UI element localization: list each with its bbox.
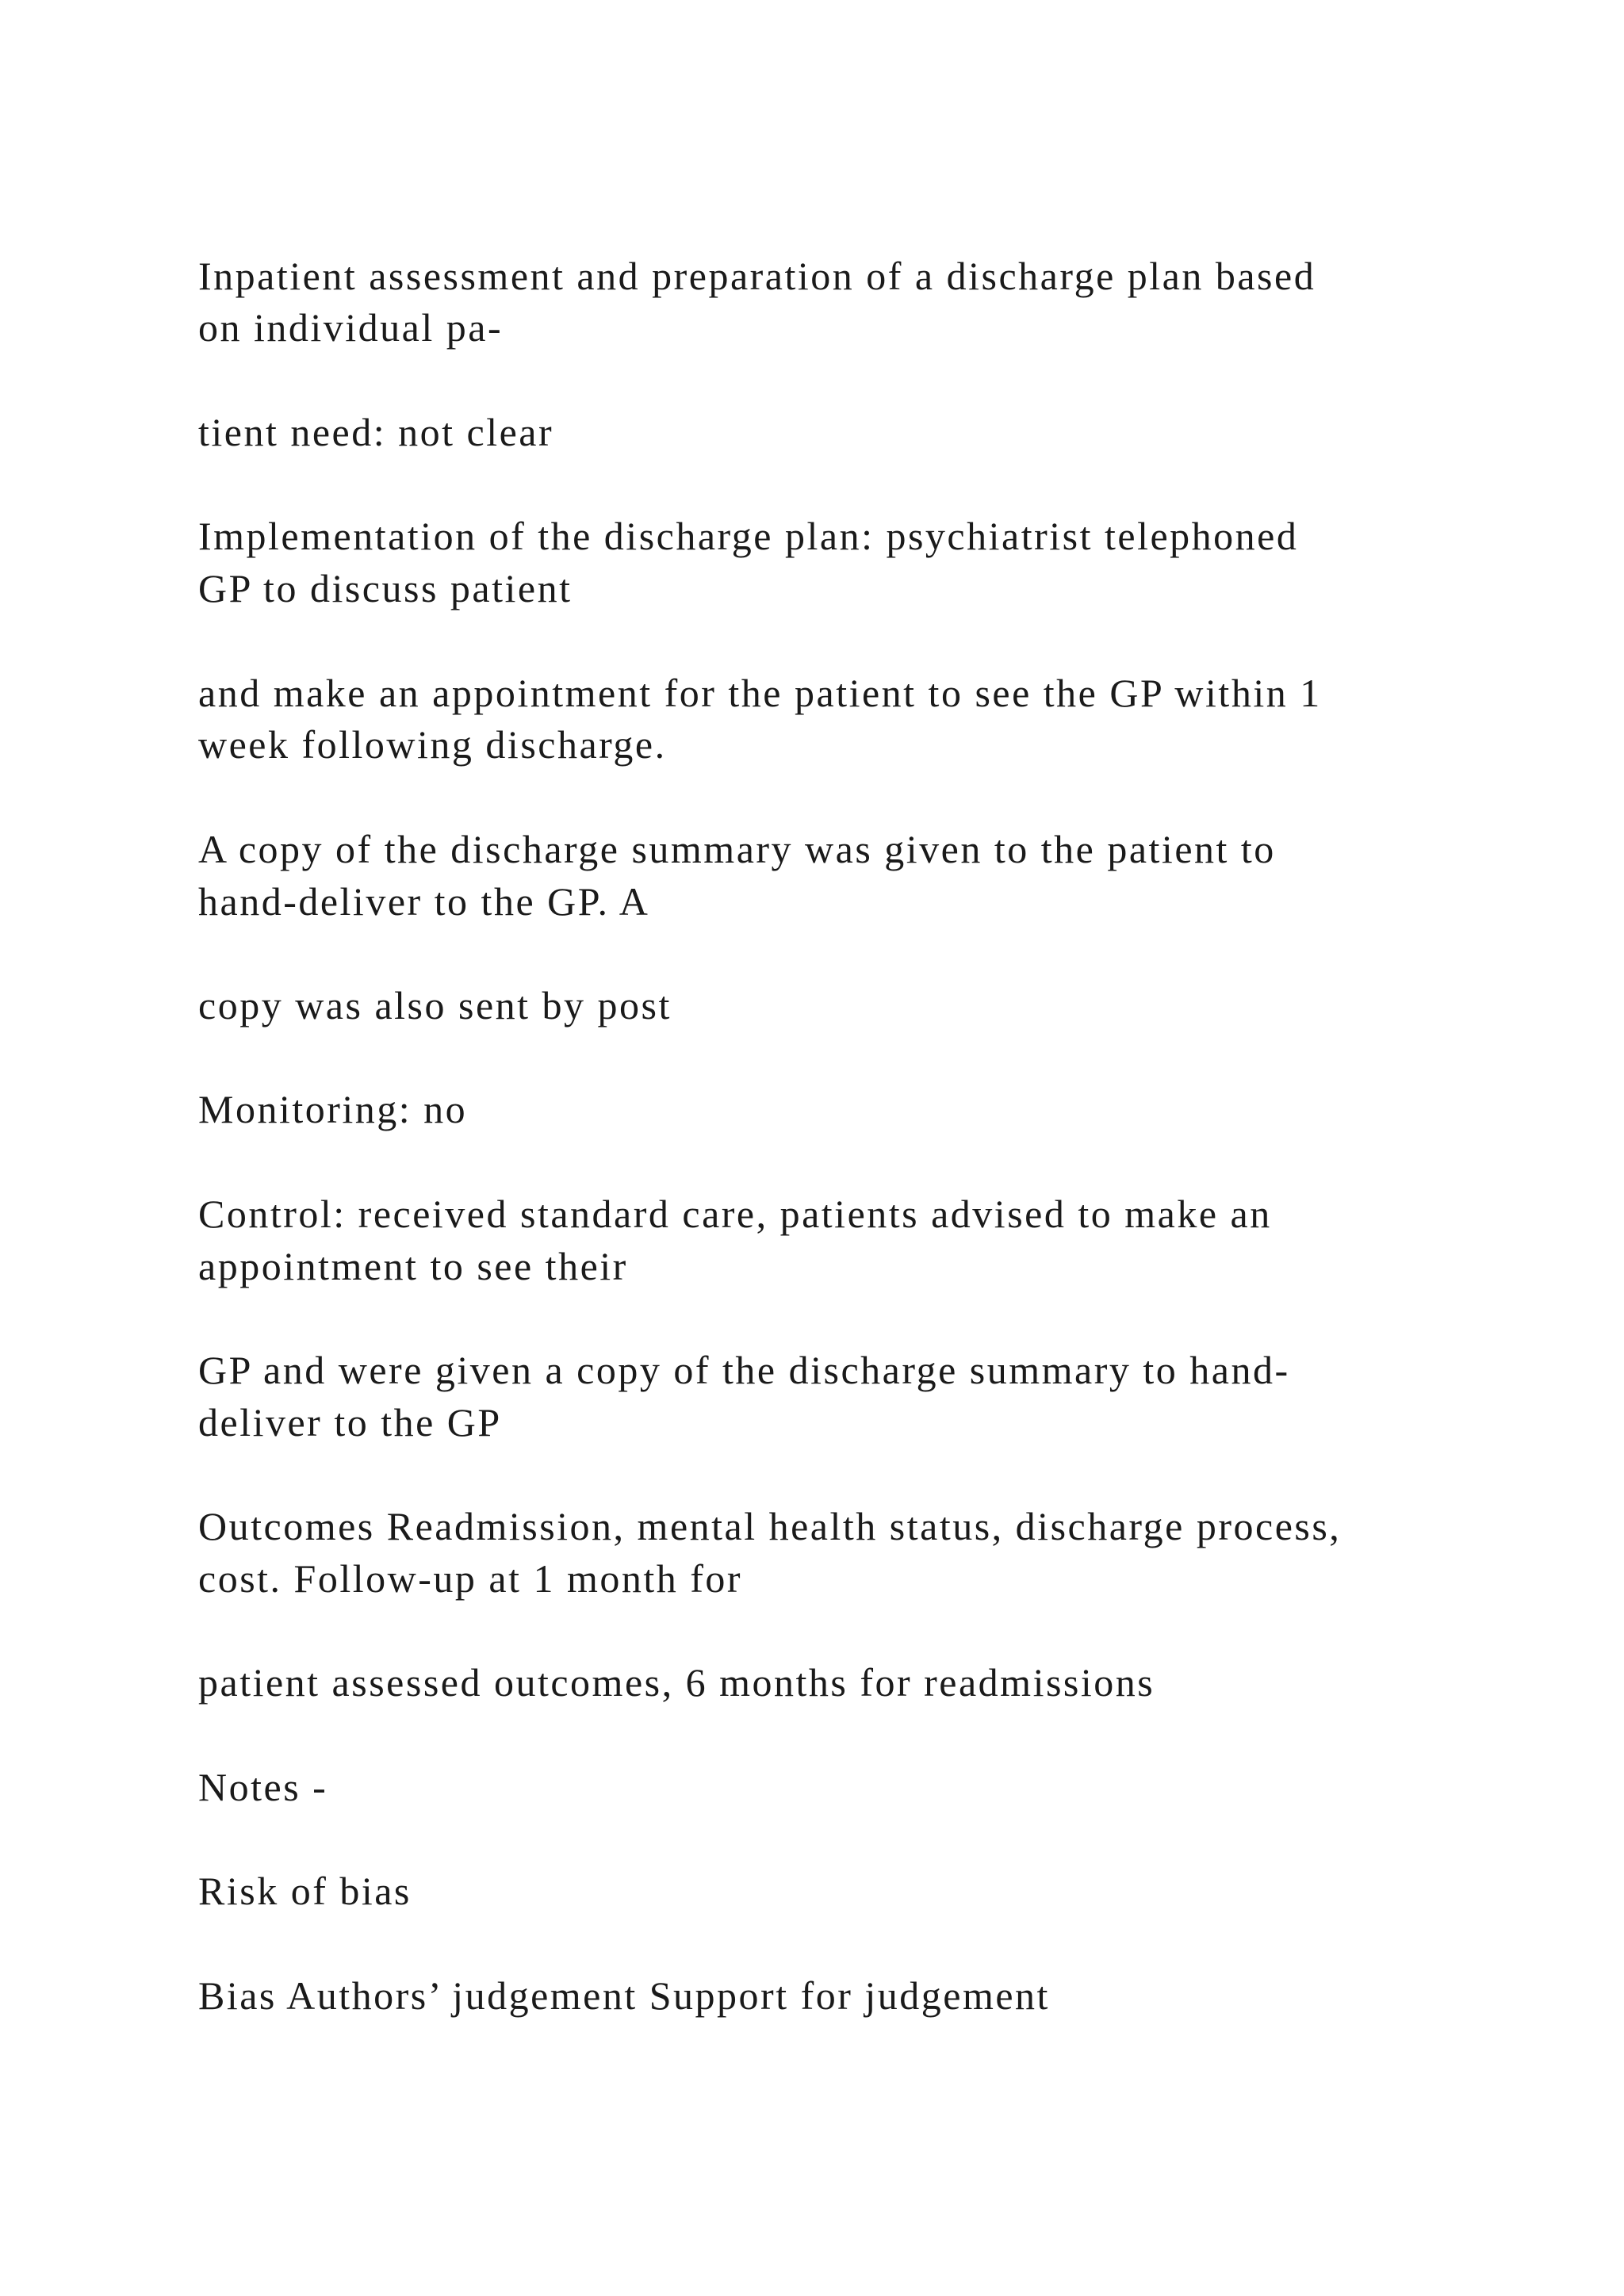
- text-line: appointment to see their: [198, 1244, 628, 1288]
- text-line: hand-deliver to the GP. A: [198, 879, 650, 924]
- text-line: Control: received standard care, patients advised to make an: [198, 1192, 1272, 1236]
- text-line: Outcomes Readmission, mental health status, discharge process,: [198, 1504, 1342, 1548]
- text-line: on individual pa-: [198, 305, 504, 350]
- text-line: Monitoring: no: [198, 1087, 468, 1131]
- text-line: A copy of the discharge summary was given to the patient to: [198, 827, 1276, 871]
- text-line: week following discharge.: [198, 722, 667, 767]
- section-heading: Risk of bias: [198, 1869, 412, 1913]
- text-line: tient need: not clear: [198, 410, 554, 454]
- text-line: copy was also sent by post: [198, 983, 672, 1027]
- text-line: Implementation of the discharge plan: psychiatrist telephoned: [198, 514, 1299, 558]
- text-line: Inpatient assessment and preparation of a discharge plan based: [198, 254, 1316, 298]
- text-line: GP to discuss patient: [198, 566, 573, 610]
- text-line: cost. Follow-up at 1 month for: [198, 1556, 743, 1601]
- text-line: Notes -: [198, 1765, 328, 1809]
- text-line: GP and were given a copy of the discharge summary to hand-: [198, 1348, 1290, 1392]
- text-line: patient assessed outcomes, 6 months for readmissions: [198, 1660, 1155, 1705]
- text-line: and make an appointment for the patient to see the GP within 1: [198, 671, 1322, 715]
- table-header-line: Bias Authors’ judgement Support for judgement: [198, 1973, 1050, 2018]
- text-line: deliver to the GP: [198, 1400, 502, 1445]
